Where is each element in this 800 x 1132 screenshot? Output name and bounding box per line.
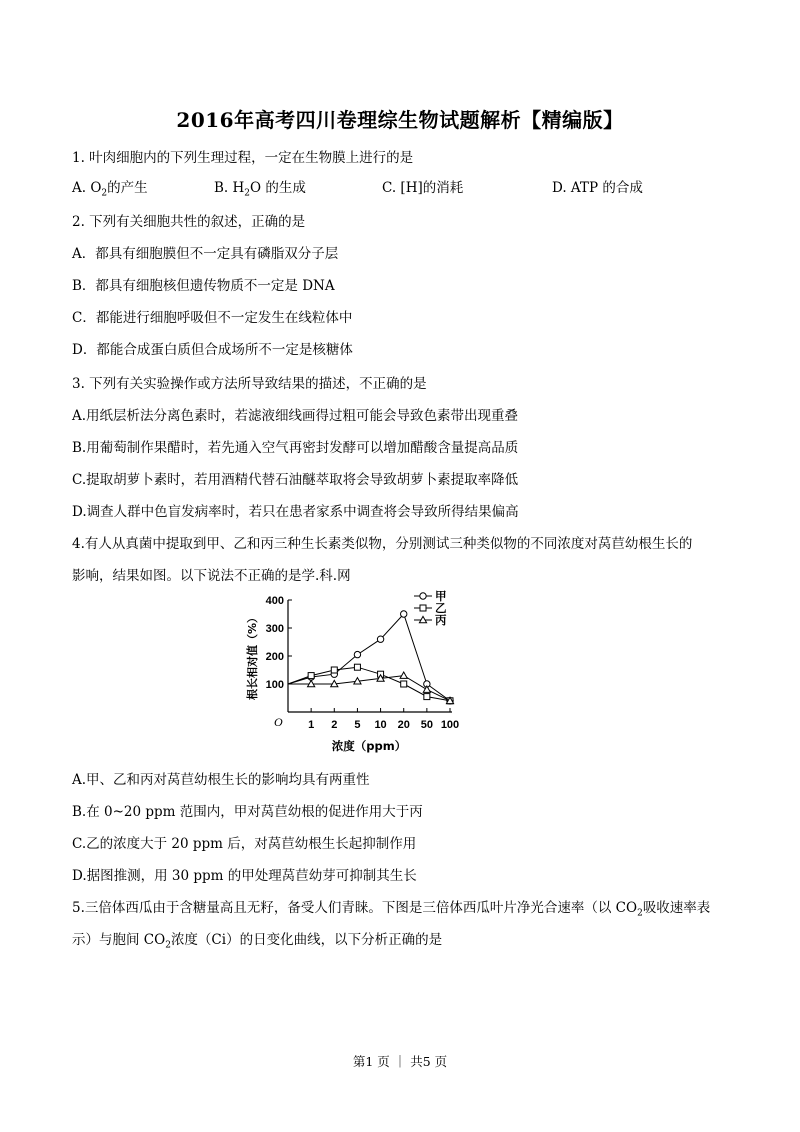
x-tick-label: 50 (420, 719, 433, 731)
q1-option-c: C. [H]的消耗 (382, 180, 464, 196)
series-2-point (401, 681, 407, 687)
origin-label: O (274, 715, 283, 729)
series-1-point (354, 651, 360, 657)
q2-option-d: D．都能合成蛋白质但合成场所不一定是核糖体 (72, 342, 353, 358)
q4-option-b: B.在 0~20 ppm 范围内，甲对莴苣幼根的促进作用大于丙 (72, 804, 423, 820)
series-1-point (401, 611, 407, 617)
q4-chart (238, 588, 468, 758)
q4-option-c: C.乙的浓度大于 20 ppm 后，对莴苣幼根生长起抑制作用 (72, 836, 417, 852)
series-1-point (377, 636, 383, 642)
legend-marker-2 (420, 605, 426, 611)
q2-option-a: A．都具有细胞膜但不一定具有磷脂双分子层 (72, 246, 339, 262)
y-axis-title: 根长相对值（%） (246, 611, 259, 701)
y-tick-label: 300 (265, 623, 284, 635)
page-title: 2016年高考四川卷理综生物试题解析【精编版】 (176, 108, 624, 132)
series-2-point (424, 694, 430, 700)
q1-options (72, 176, 732, 198)
y-tick-label: 200 (265, 651, 284, 663)
y-tick-label: 400 (265, 595, 284, 607)
x-tick-label: 10 (374, 719, 387, 731)
x-axis-title: 浓度（ppm） (331, 739, 407, 753)
legend-marker-1 (420, 593, 426, 599)
page-footer: 第1 页 ｜ 共5 页 (352, 1054, 448, 1069)
q4-source-tag: 学.科.网 (301, 568, 351, 584)
x-tick-label: 20 (397, 719, 410, 731)
q5-line2: 示）与胞间 $CO_2$浓度（Ci）的日变化曲线，以下分析正确的是 (72, 932, 443, 951)
q1-stem: 1. 叶肉细胞内的下列生理过程，一定在生物膜上进行的是 (72, 150, 414, 166)
x-tick-label: 2 (331, 719, 338, 731)
q2-option-b: B．都具有细胞核但遗传物质不一定是 DNA (72, 278, 335, 294)
series-2-point (354, 664, 360, 670)
q5-line1: 5.三倍体西瓜由于含糖量高且无籽，备受人们青睐。下图是三倍体西瓜叶片净光合速率（以 $CO_2$吸收速率表 (72, 900, 711, 919)
q3-option-d: D.调查人群中色盲发病率时，若只在患者家系中调查将会导致所得结果偏高 (72, 504, 519, 520)
x-tick-label: 5 (354, 719, 361, 731)
q3-stem: 3. 下列有关实验操作或方法所导致结果的描述，不正确的是 (72, 376, 427, 392)
series-3-point (423, 686, 430, 692)
x-tick-label: 100 (440, 719, 460, 731)
q4-option-d: D.据图推测，用 30 ppm 的甲处理莴苣幼芽可抑制其生长 (72, 868, 417, 884)
q2-option-c: C．都能进行细胞呼吸但不一定发生在线粒体中 (72, 310, 353, 326)
q3-option-a: A.用纸层析法分离色素时，若滤液细线画得过粗可能会导致色素带出现重叠 (72, 408, 519, 424)
series-2-point (308, 673, 314, 679)
q4-chart-svg (238, 588, 468, 758)
q1-option-a: A. $O_2$的产生 (72, 180, 148, 199)
q3-option-c: C.提取胡萝卜素时，若用酒精代替石油醚萃取将会导致胡萝卜素提取率降低 (72, 472, 519, 488)
q1-option-b: B. $H_2O$ 的生成 (214, 180, 306, 199)
series-2-point (331, 667, 337, 673)
q1-option-d: D. ATP 的合成 (552, 180, 643, 196)
series-3-point (400, 672, 407, 678)
q4-stem-line2: 影响，结果如图。以下说法不正确的是学.科.网 (72, 568, 351, 584)
q4-stem-line1: 4.有人从真菌中提取到甲、乙和丙三种生长素类似物，分别测试三种类似物的不同浓度对莴苣幼根生长的 (72, 536, 693, 552)
q4-option-a: A.甲、乙和丙对莴苣幼根生长的影响均具有两重性 (72, 772, 370, 788)
x-tick-label: 1 (308, 719, 315, 731)
q3-option-b: B.用葡萄制作果醋时，若先通入空气再密封发酵可以增加醋酸含量提高品质 (72, 440, 519, 456)
legend-label-1: 甲 (435, 589, 447, 603)
q2-stem: 2. 下列有关细胞共性的叙述，正确的是 (72, 214, 306, 230)
legend-label-3: 丙 (435, 613, 447, 627)
y-tick-label: 100 (265, 679, 284, 691)
legend-label-2: 乙 (435, 601, 447, 615)
